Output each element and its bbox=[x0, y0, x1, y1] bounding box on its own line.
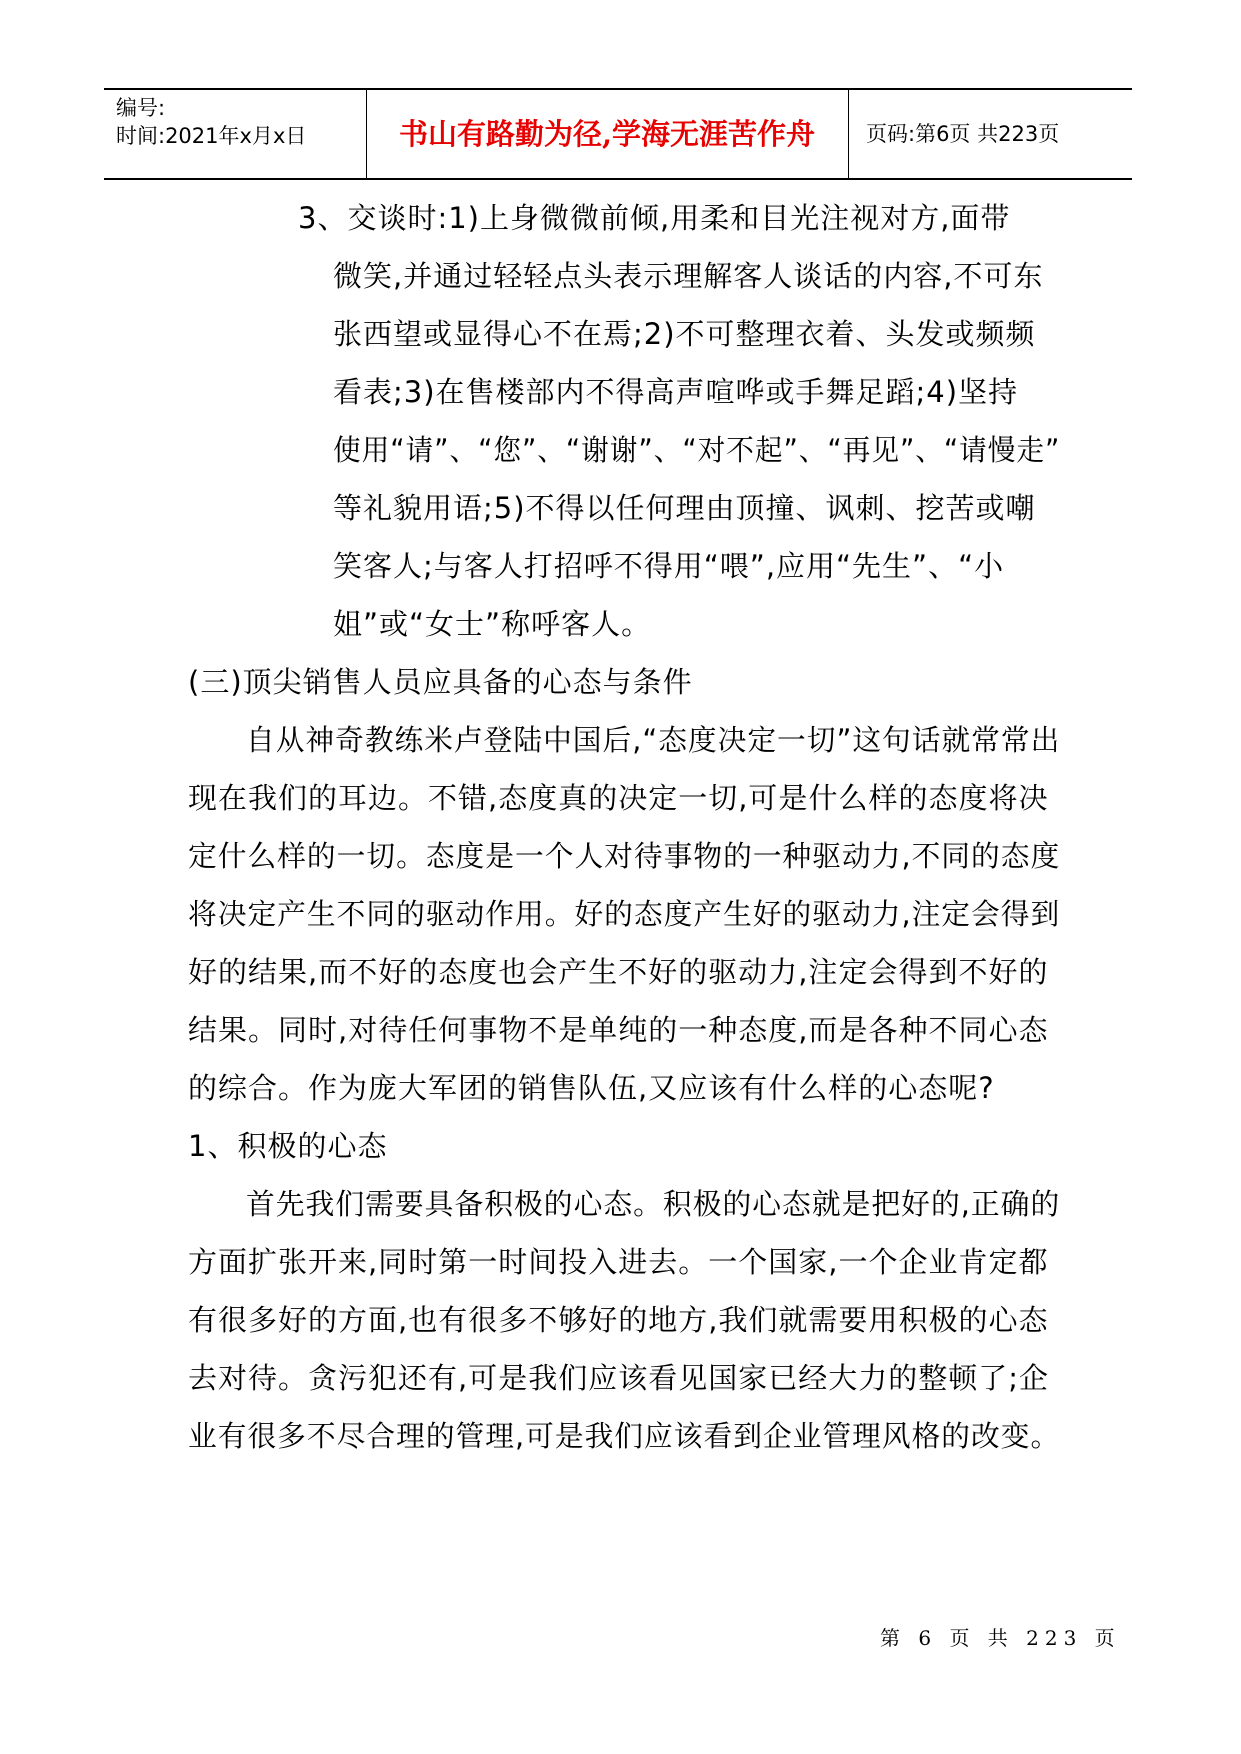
body-line: 笑客人;与客人打招呼不得用“喂”,应用“先生”、“小 bbox=[333, 549, 1005, 583]
body-line: 去对待。贪污犯还有,可是我们应该看见国家已经大力的整顿了;企 bbox=[188, 1361, 1049, 1395]
page-footer: 第 6 页 共 223 页 bbox=[880, 1626, 1121, 1650]
body-line: 方面扩张开来,同时第一时间投入进去。一个国家,一个企业肯定都 bbox=[188, 1245, 1049, 1279]
body-line: 好的结果,而不好的态度也会产生不好的驱动力,注定会得到不好的 bbox=[188, 955, 1049, 989]
body-line: 现在我们的耳边。不错,态度真的决定一切,可是什么样的态度将决 bbox=[188, 781, 1049, 815]
body-line: 结果。同时,对待任何事物不是单纯的一种态度,而是各种不同心态 bbox=[188, 1013, 1049, 1047]
body-line: 有很多好的方面,也有很多不够好的地方,我们就需要用积极的心态 bbox=[188, 1303, 1049, 1337]
body-line: 定什么样的一切。态度是一个人对待事物的一种驱动力,不同的态度 bbox=[188, 839, 1061, 873]
body-line: 姐”或“女士”称呼客人。 bbox=[333, 607, 652, 641]
page-header bbox=[104, 88, 1132, 180]
section-heading: (三)顶尖销售人员应具备的心态与条件 bbox=[188, 665, 693, 699]
body-line: 自从神奇教练米卢登陆中国后,“态度决定一切”这句话就常常出 bbox=[246, 723, 1061, 757]
body-line: 将决定产生不同的驱动作用。好的态度产生好的驱动力,注定会得到 bbox=[188, 897, 1061, 931]
body-line: 微笑,并通过轻轻点头表示理解客人谈话的内容,不可东 bbox=[333, 259, 1044, 293]
serial-label: 编号: bbox=[116, 96, 166, 120]
body-line: 业有很多不尽合理的管理,可是我们应该看到企业管理风格的改变。 bbox=[188, 1419, 1061, 1453]
body-line: 的综合。作为庞大军团的销售队伍,又应该有什么样的心态呢? bbox=[188, 1071, 995, 1105]
header-meta bbox=[116, 94, 356, 150]
header-motto: 书山有路勤为径,学海无涯苦作舟 bbox=[398, 117, 816, 151]
body-line: 首先我们需要具备积极的心态。积极的心态就是把好的,正确的 bbox=[246, 1187, 1061, 1221]
subsection-heading: 1、积极的心态 bbox=[188, 1129, 388, 1163]
body-line: 看表;3)在售楼部内不得高声喧哗或手舞足蹈;4)坚持 bbox=[333, 375, 1019, 409]
body-line: 等礼貌用语;5)不得以任何理由顶撞、讽刺、挖苦或嘲 bbox=[333, 491, 1036, 525]
header-divider bbox=[848, 90, 849, 178]
time-label: 时间:2021年x月x日 bbox=[116, 124, 307, 148]
body-line: 3、交谈时:1)上身微微前倾,用柔和目光注视对方,面带 bbox=[298, 201, 1011, 235]
header-page-info: 页码:第6页 共223页 bbox=[866, 122, 1060, 146]
body-line: 张西望或显得心不在焉;2)不可整理衣着、头发或频频 bbox=[333, 317, 1036, 351]
body-line: 使用“请”、“您”、“谢谢”、“对不起”、“再见”、“请慢走” bbox=[333, 433, 1061, 467]
